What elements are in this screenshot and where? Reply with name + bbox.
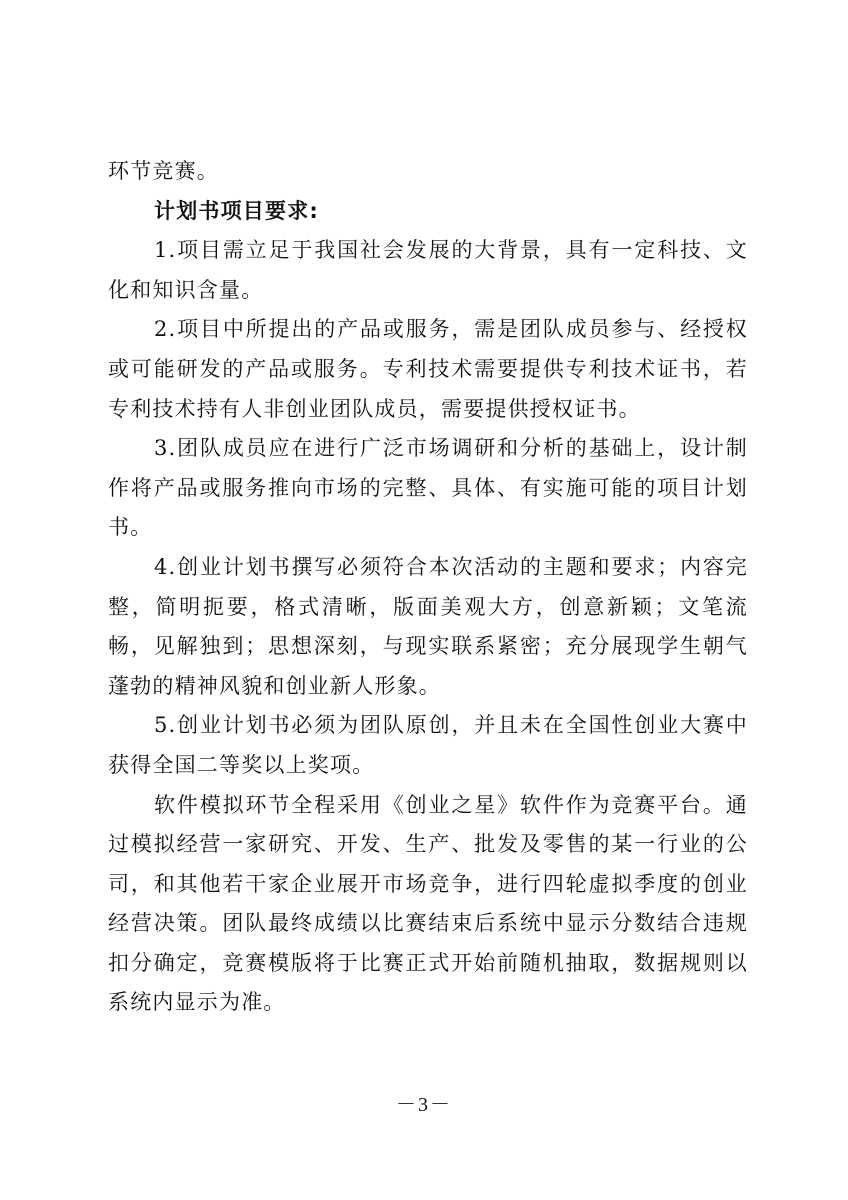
requirement-item-3: 3.团队成员应在进行广泛市场调研和分析的基础上，设计制作将产品或服务推向市场的完整、具体、有实施可能的项目计划书。 bbox=[108, 436, 748, 540]
software-simulation-paragraph: 软件模拟环节全程采用《创业之星》软件作为竞赛平台。通过模拟经营一家研究、开发、生产、批发及零售的某一行业的公司，和其他若干家企业展开市场竞争，进行四轮虚拟季度的创业经营决策。团队最终成绩以比赛结束后系统中显示分数结合违规扣分确定，竞赛模版将于比赛正式开始前随机抽取，数据规则以系统内显示为准。 bbox=[108, 792, 748, 1015]
requirement-item-4: 4.创业计划书撰写必须符合本次活动的主题和要求；内容完整，简明扼要，格式清晰，版面美观大方，创意新颖；文笔流畅，见解独到；思想深刻，与现实联系紧密；充分展现学生朝气蓬勃的精神风貌和创业新人形象。 bbox=[108, 554, 748, 698]
section-heading: 计划书项目要求: bbox=[154, 198, 319, 223]
requirement-item-1: 1.项目需立足于我国社会发展的大背景，具有一定科技、文化和知识含量。 bbox=[108, 238, 748, 302]
page-number: －3－ bbox=[396, 1094, 452, 1116]
document-body bbox=[108, 152, 748, 1023]
paragraph-continuation: 环节竞赛。 bbox=[108, 159, 219, 183]
requirement-item-5: 5.创业计划书必须为团队原创，并且未在全国性创业大赛中获得全国二等奖以上奖项。 bbox=[108, 713, 748, 777]
requirement-item-2: 2.项目中所提出的产品或服务，需是团队成员参与、经授权或可能研发的产品或服务。专利技术需要提供专利技术证书，若专利技术持有人非创业团队成员，需要提供授权证书。 bbox=[108, 317, 748, 421]
